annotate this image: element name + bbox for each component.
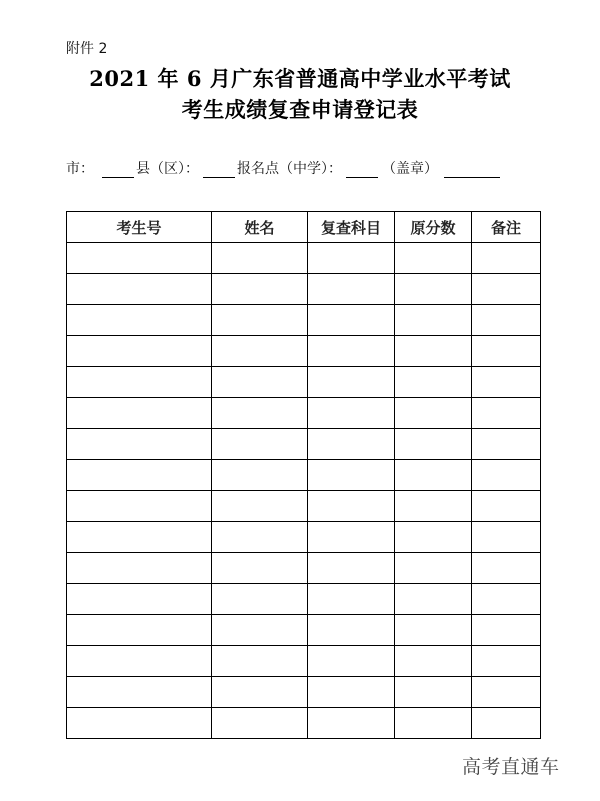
- cell-review-subject[interactable]: [308, 274, 395, 305]
- cell-name[interactable]: [212, 398, 308, 429]
- cell-exam-number[interactable]: [67, 336, 212, 367]
- table-body: [67, 243, 541, 739]
- cell-original-score[interactable]: [395, 491, 472, 522]
- cell-original-score[interactable]: [395, 553, 472, 584]
- city-blank[interactable]: [102, 161, 134, 178]
- table-row: [67, 584, 541, 615]
- header-name: 姓名: [212, 212, 308, 243]
- cell-remarks[interactable]: [472, 367, 541, 398]
- cell-name[interactable]: [212, 522, 308, 553]
- table-row: [67, 708, 541, 739]
- cell-original-score[interactable]: [395, 243, 472, 274]
- table-row: [67, 677, 541, 708]
- header-review-subject: 复查科目: [308, 212, 395, 243]
- cell-exam-number[interactable]: [67, 460, 212, 491]
- cell-review-subject[interactable]: [308, 615, 395, 646]
- cell-remarks[interactable]: [472, 646, 541, 677]
- cell-remarks[interactable]: [472, 274, 541, 305]
- cell-review-subject[interactable]: [308, 584, 395, 615]
- cell-original-score[interactable]: [395, 522, 472, 553]
- cell-name[interactable]: [212, 708, 308, 739]
- cell-exam-number[interactable]: [67, 398, 212, 429]
- cell-original-score[interactable]: [395, 305, 472, 336]
- city-label: 市：: [66, 161, 94, 177]
- cell-remarks[interactable]: [472, 460, 541, 491]
- cell-exam-number[interactable]: [67, 429, 212, 460]
- cell-name[interactable]: [212, 491, 308, 522]
- cell-exam-number[interactable]: [67, 553, 212, 584]
- cell-name[interactable]: [212, 274, 308, 305]
- cell-review-subject[interactable]: [308, 243, 395, 274]
- form-title-line1: 2021 年 6 月广东省普通高中学业水平考试: [89, 66, 511, 91]
- cell-remarks[interactable]: [472, 677, 541, 708]
- cell-name[interactable]: [212, 460, 308, 491]
- cell-remarks[interactable]: [472, 305, 541, 336]
- cell-original-score[interactable]: [395, 615, 472, 646]
- cell-name[interactable]: [212, 584, 308, 615]
- cell-original-score[interactable]: [395, 274, 472, 305]
- registration-table: [66, 211, 541, 739]
- cell-original-score[interactable]: [395, 646, 472, 677]
- cell-review-subject[interactable]: [308, 553, 395, 584]
- cell-exam-number[interactable]: [67, 305, 212, 336]
- header-exam-number: 考生号: [67, 212, 212, 243]
- cell-remarks[interactable]: [472, 336, 541, 367]
- table-row: [67, 553, 541, 584]
- cell-review-subject[interactable]: [308, 677, 395, 708]
- table-row: [67, 305, 541, 336]
- table-row: [67, 274, 541, 305]
- table-row: [67, 491, 541, 522]
- cell-original-score[interactable]: [395, 429, 472, 460]
- cell-remarks[interactable]: [472, 429, 541, 460]
- county-label: 县（区）：: [136, 161, 199, 177]
- cell-original-score[interactable]: [395, 584, 472, 615]
- cell-exam-number[interactable]: [67, 274, 212, 305]
- cell-review-subject[interactable]: [308, 460, 395, 491]
- table-row: [67, 615, 541, 646]
- cell-review-subject[interactable]: [308, 367, 395, 398]
- cell-exam-number[interactable]: [67, 243, 212, 274]
- table-row: [67, 460, 541, 491]
- cell-remarks[interactable]: [472, 398, 541, 429]
- cell-exam-number[interactable]: [67, 522, 212, 553]
- cell-name[interactable]: [212, 646, 308, 677]
- table-row: [67, 243, 541, 274]
- table-header-row: [67, 212, 541, 243]
- cell-review-subject[interactable]: [308, 522, 395, 553]
- table-row: [67, 336, 541, 367]
- cell-remarks[interactable]: [472, 522, 541, 553]
- table-row: [67, 398, 541, 429]
- stamp-label: （盖章）: [382, 161, 438, 177]
- cell-exam-number[interactable]: [67, 491, 212, 522]
- cell-remarks[interactable]: [472, 708, 541, 739]
- county-blank[interactable]: [203, 161, 235, 178]
- cell-review-subject[interactable]: [308, 305, 395, 336]
- registration-point-label: 报名点（中学）：: [237, 161, 342, 177]
- cell-original-score[interactable]: [395, 677, 472, 708]
- cell-name[interactable]: [212, 305, 308, 336]
- cell-exam-number[interactable]: [67, 708, 212, 739]
- cell-exam-number[interactable]: [67, 367, 212, 398]
- cell-original-score[interactable]: [395, 398, 472, 429]
- registration-point-blank[interactable]: [346, 161, 378, 178]
- cell-name[interactable]: [212, 367, 308, 398]
- cell-name[interactable]: [212, 553, 308, 584]
- form-title-line2: 考生成绩复查申请登记表: [181, 97, 419, 122]
- cell-remarks[interactable]: [472, 491, 541, 522]
- cell-review-subject[interactable]: [308, 398, 395, 429]
- cell-remarks[interactable]: [472, 243, 541, 274]
- cell-original-score[interactable]: [395, 367, 472, 398]
- cell-review-subject[interactable]: [308, 429, 395, 460]
- cell-review-subject[interactable]: [308, 646, 395, 677]
- cell-remarks[interactable]: [472, 615, 541, 646]
- cell-exam-number[interactable]: [67, 677, 212, 708]
- cell-original-score[interactable]: [395, 460, 472, 491]
- cell-name[interactable]: [212, 429, 308, 460]
- cell-remarks[interactable]: [472, 584, 541, 615]
- cell-original-score[interactable]: [395, 708, 472, 739]
- table-row: [67, 522, 541, 553]
- cell-exam-number[interactable]: [67, 584, 212, 615]
- attachment-label: 附件 2: [66, 41, 108, 57]
- cell-exam-number[interactable]: [67, 646, 212, 677]
- cell-exam-number[interactable]: [67, 615, 212, 646]
- table-row: [67, 367, 541, 398]
- fill-in-row: [66, 158, 500, 178]
- cell-review-subject[interactable]: [308, 491, 395, 522]
- stamp-blank[interactable]: [444, 161, 500, 178]
- cell-name[interactable]: [212, 243, 308, 274]
- table-row: [67, 429, 541, 460]
- watermark-text: 高考直通车: [462, 756, 560, 778]
- cell-name[interactable]: [212, 336, 308, 367]
- table-row: [67, 646, 541, 677]
- cell-review-subject[interactable]: [308, 708, 395, 739]
- cell-remarks[interactable]: [472, 553, 541, 584]
- cell-name[interactable]: [212, 615, 308, 646]
- header-original-score: 原分数: [395, 212, 472, 243]
- cell-review-subject[interactable]: [308, 336, 395, 367]
- header-remarks: 备注: [472, 212, 541, 243]
- cell-name[interactable]: [212, 677, 308, 708]
- cell-original-score[interactable]: [395, 336, 472, 367]
